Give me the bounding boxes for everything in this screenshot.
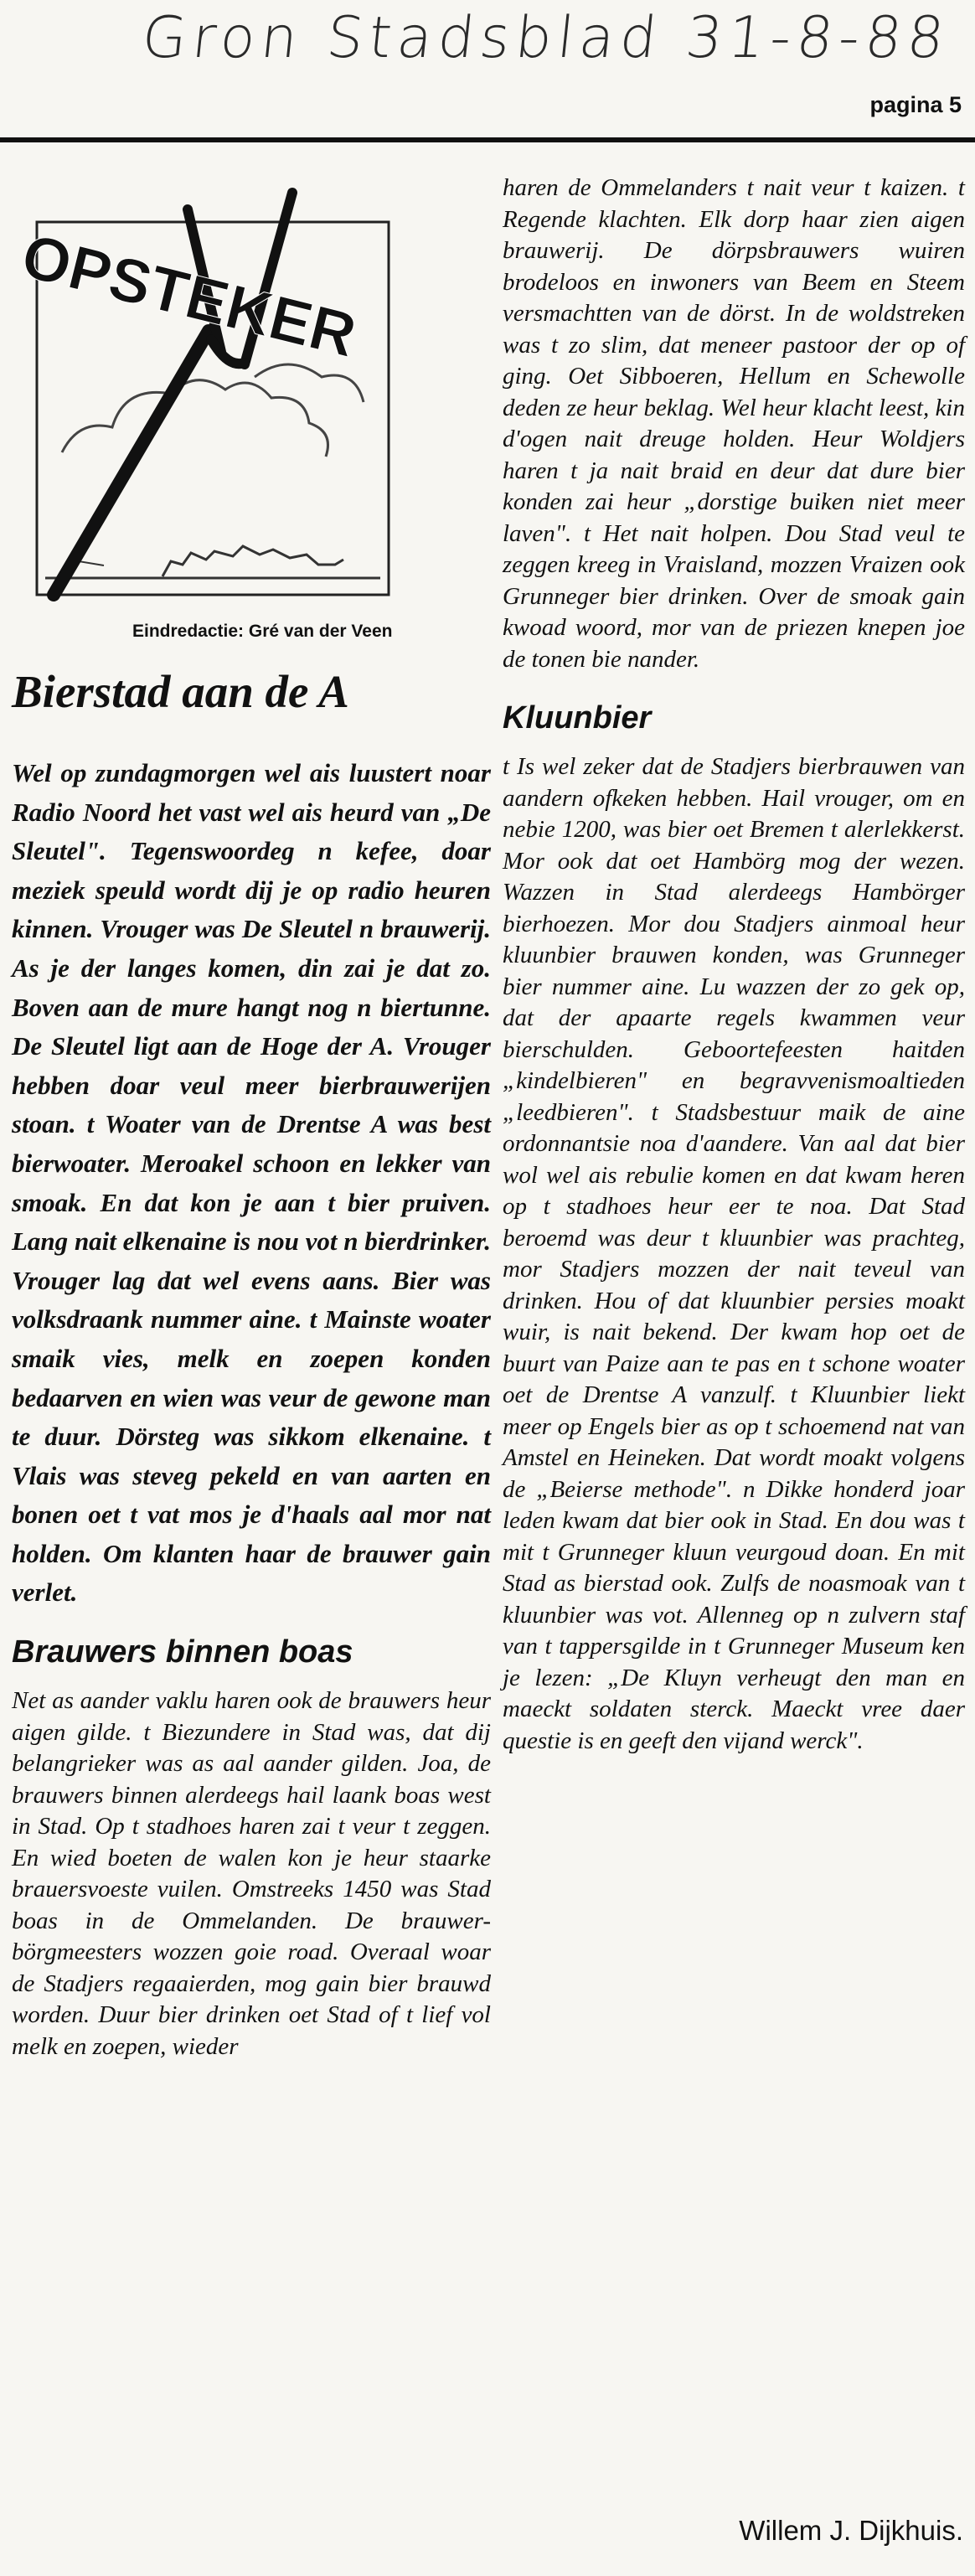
section-title-brauwers: Brauwers binnen boas	[12, 1634, 353, 1670]
section-body-kluunbier: t Is wel zeker dat de Stadjers bierbrauwen van aandern ofkeken hebben. Hail vrouger, om en nebie 1200, was bier oet Bremen t alerlekkerst. Mor ook dat oet Hambörg mog der wezen. Wazzen in Stad alerdeegs Hambörger bierhoezen. Mor dou Stadjers ainmoal heur kluunbier brauwen konden, was Grunneger bier nummer aine. Lu wazzen der zo gek op, dat der apaarte regels kwammen veur bierschulden. Geboortefeesten haitden „kindelbieren" en begravvenismoaltieden „leedbieren". t Stadsbestuur maik de aine ordonnantsie noa d'aandere. Van aal dat bier wol wel ais rebulie komen en dat kwam heren op t stadhoes heur eer te noa. Dat Stad beroemd was deur t kluunbier was prachteg, mor Stadjers mozzen der nait teveul van drinken. Hou of dat kluunbier persies moakt wuir, is nait bekend. Der kwam hop oet de buurt van Paize aan te pas en t schone woater oet de Drentse A vanzulf. t Kluunbier liekt meer op Engels bier as op t schoemend nat van Amstel en Heineken. Dat wordt moakt volgens de „Beierse methode". n Dikke honderd joar leden kwam dat bier ook in Stad. En dou was t mit t Grunneger kluun veurgoud doan. En mit Stad as bierstad ook. Zulfs de noasmoak van t kluunbier was vot. Allenneg op n zulvern staf van t tappersgilde in t Grunneger Museum ken je lezen: „De Kluyn verheugt den man en maeckt soldaten sterck. Maeckt vree daer questie is en geeft den vijand werck".	[503, 753, 965, 1754]
section-body-continued: haren de Ommelanders t nait veur t kaizen. t Regende klachten. Elk dorp haar zien aigen brauwerij. De dörpsbrauwers wuiren brodeloos en inwoners van Beem en Steem versmachtten van de dörst. In de woldstreken was t zo slim, dat meneer pastoor der op of ging. Oet Sibboeren, Hellum en Schewolle deden ze heur beklag. Wel heur klacht leest, kin d'ogen nait dreuge holden. Heur Woldjers haren t ja nait braid en deur dat dure bier konden zai heur „dorstige buiken niet meer laven". t Het nait holpen. Dou Stad veul te zeggen kreeg in Vraisland, mozzen Vraizen ook Grunneger bier drinken. Over de smoak gain kwoad woord, mor van de priezen knepen joe de tonen bie nander.	[503, 174, 965, 673]
opsteker-label: OPSTEKER	[15, 219, 364, 371]
author-signature: Willem J. Dijkhuis.	[739, 2515, 963, 2546]
section-body-brauwers: Net as aander vaklu haren ook de brauwers heur aigen gilde. t Biezundere in Stad was, dat dij belangrieker was as aal aander gilden. Joa, de brauwers binnen alerdeegs hail laank boas west in Stad. Op t stadhoes haren zai t veur t zeggen. En wied boeten de walen kon je heur staarke brauersvoeste vuilen. Omstreeks 1450 was Stad boas in de Ommelanden. De brauwer-börgmeesters wozzen goie road. Overaal woar de Stadjers regaaierden, mog gain bier brauwd worden. Duur bier drinken oet Stad of t lief vol melk en zoepen, wieder	[12, 1687, 491, 2060]
section-title-kluunbier: Kluunbier	[503, 700, 652, 736]
left-column	[12, 754, 491, 2062]
right-column	[503, 173, 965, 1757]
article-lead: Wel op zundagmorgen wel ais luustert noar Radio Noord het vast wel ais heurd van „De Sleutel". Tegenswoordeg n kefee, doar meziek speuld wordt dij je op radio heuren kinnen. Vrouger was De Sleutel n brauwerij. As je der langes komen, din zai je dat zo. Boven aan de mure hangt nog n biertunne. De Sleutel ligt aan de Hoge der A. Vrouger hebben doar veul meer bierbrauwerijen stoan. t Woater van de Drentse A was best bierwoater. Meroakel schoon en lekker van smoak. En dat kon je aan t bier pruiven. Lang nait elkenaine is nou vot n bierdrinker. Vrouger lag dat wel evens aans. Bier was volksdraank nummer aine. t Mainste woater smaik vies, melk en zoepen konden bedaarven en wien was veur de gewone man te duur. Dörsteg was sikkom elkenaine. t Vlais was steveg pekeld en van aarten en bonen oet t vat mos je d'haals aal mor nat holden. Om klanten haar de brauwer gain verlet.	[12, 758, 491, 1608]
editor-credit: Eindredactie: Gré van der Veen	[132, 622, 393, 641]
header-rule	[0, 137, 975, 142]
page-label: pagina 5	[869, 92, 962, 117]
opsteker-logo	[12, 176, 447, 612]
article-title: Bierstad aan de A	[12, 666, 349, 717]
handwritten-note: Gron Stadsblad 31-8-88	[138, 5, 953, 71]
